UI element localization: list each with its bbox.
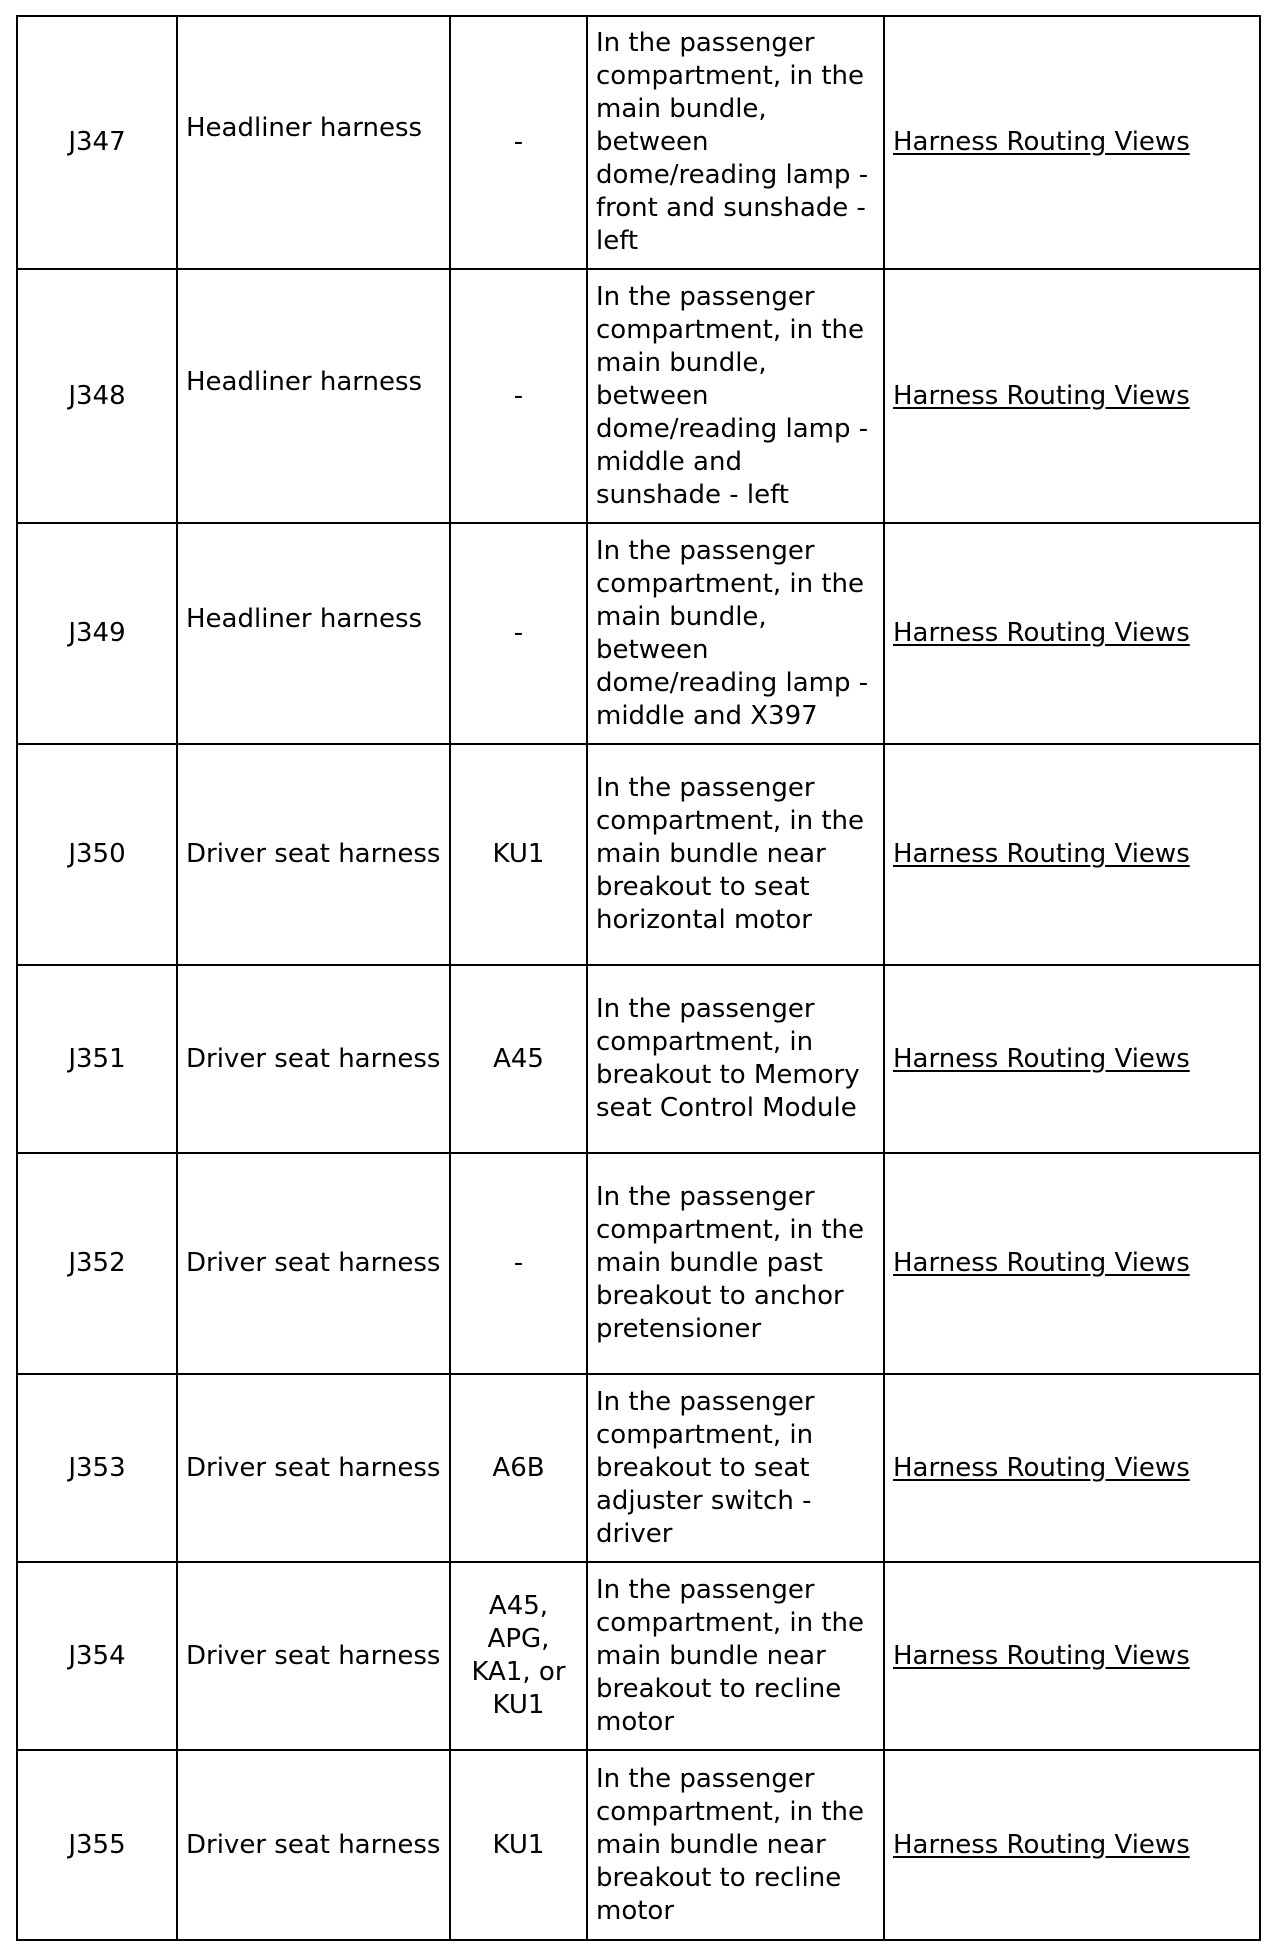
harness-routing-views-cell bbox=[884, 269, 1260, 523]
connector-id: J351 bbox=[17, 965, 177, 1153]
location-description: In the passenger compartment, in the main bundle, between dome/reading lamp - middle and sunshade - left bbox=[587, 269, 884, 523]
harness-routing-views-link[interactable]: Harness Routing Views bbox=[893, 618, 1190, 648]
table-row bbox=[17, 1750, 1260, 1940]
table-row bbox=[17, 16, 1260, 269]
harness-routing-views-cell bbox=[884, 16, 1260, 269]
table-row bbox=[17, 1374, 1260, 1562]
option-code: - bbox=[450, 269, 587, 523]
harness-name: Headliner harness bbox=[177, 16, 450, 269]
option-code: KU1 bbox=[450, 744, 587, 965]
harness-routing-views-cell bbox=[884, 523, 1260, 744]
harness-routing-views-cell bbox=[884, 965, 1260, 1153]
connector-id: J347 bbox=[17, 16, 177, 269]
location-description: In the passenger compartment, in the main bundle past breakout to anchor pretensioner bbox=[587, 1153, 884, 1374]
connector-id: J353 bbox=[17, 1374, 177, 1562]
harness-routing-views-link[interactable]: Harness Routing Views bbox=[893, 1829, 1190, 1860]
harness-routing-views-cell bbox=[884, 1750, 1260, 1940]
connector-id: J355 bbox=[17, 1750, 177, 1940]
harness-name: Driver seat harness bbox=[177, 744, 450, 965]
table-row bbox=[17, 744, 1260, 965]
table-row bbox=[17, 523, 1260, 744]
harness-table-page bbox=[16, 15, 1259, 1941]
harness-name: Driver seat harness bbox=[177, 1750, 450, 1940]
harness-routing-views-cell bbox=[884, 1153, 1260, 1374]
location-description: In the passenger compartment, in breakout to Memory seat Control Module bbox=[587, 965, 884, 1153]
option-code: - bbox=[450, 1153, 587, 1374]
location-description: In the passenger compartment, in the main bundle near breakout to recline motor bbox=[587, 1750, 884, 1940]
table-row bbox=[17, 269, 1260, 523]
option-code: A45, APG, KA1, or KU1 bbox=[450, 1562, 587, 1750]
location-description: In the passenger compartment, in the main bundle, between dome/reading lamp - middle and X397 bbox=[587, 523, 884, 744]
option-code: - bbox=[450, 523, 587, 744]
option-code: - bbox=[450, 16, 587, 269]
harness-routing-views-link[interactable]: Harness Routing Views bbox=[893, 127, 1190, 157]
harness-routing-views-link[interactable]: Harness Routing Views bbox=[893, 1640, 1190, 1671]
location-description: In the passenger compartment, in the main bundle near breakout to seat horizontal motor bbox=[587, 744, 884, 965]
table-row bbox=[17, 1562, 1260, 1750]
option-code: A45 bbox=[450, 965, 587, 1153]
harness-name: Driver seat harness bbox=[177, 1153, 450, 1374]
harness-routing-views-link[interactable]: Harness Routing Views bbox=[893, 1452, 1190, 1483]
harness-name: Driver seat harness bbox=[177, 1374, 450, 1562]
harness-routing-views-link[interactable]: Harness Routing Views bbox=[893, 1248, 1190, 1278]
harness-name: Headliner harness bbox=[177, 523, 450, 744]
table-row bbox=[17, 1153, 1260, 1374]
location-description: In the passenger compartment, in breakout to seat adjuster switch - driver bbox=[587, 1374, 884, 1562]
connector-id: J354 bbox=[17, 1562, 177, 1750]
harness-connector-table bbox=[16, 15, 1261, 1941]
harness-routing-views-cell bbox=[884, 1374, 1260, 1562]
connector-id: J350 bbox=[17, 744, 177, 965]
location-description: In the passenger compartment, in the main bundle, between dome/reading lamp - front and sunshade - left bbox=[587, 16, 884, 269]
harness-routing-views-cell bbox=[884, 744, 1260, 965]
option-code: KU1 bbox=[450, 1750, 587, 1940]
harness-routing-views-cell bbox=[884, 1562, 1260, 1750]
harness-routing-views-link[interactable]: Harness Routing Views bbox=[893, 1043, 1190, 1074]
harness-name: Headliner harness bbox=[177, 269, 450, 523]
harness-routing-views-link[interactable]: Harness Routing Views bbox=[893, 380, 1190, 411]
harness-name: Driver seat harness bbox=[177, 965, 450, 1153]
harness-name: Driver seat harness bbox=[177, 1562, 450, 1750]
table-row bbox=[17, 965, 1260, 1153]
location-description: In the passenger compartment, in the main bundle near breakout to recline motor bbox=[587, 1562, 884, 1750]
connector-id: J352 bbox=[17, 1153, 177, 1374]
harness-routing-views-link[interactable]: Harness Routing Views bbox=[893, 839, 1190, 869]
option-code: A6B bbox=[450, 1374, 587, 1562]
connector-id: J349 bbox=[17, 523, 177, 744]
connector-id: J348 bbox=[17, 269, 177, 523]
